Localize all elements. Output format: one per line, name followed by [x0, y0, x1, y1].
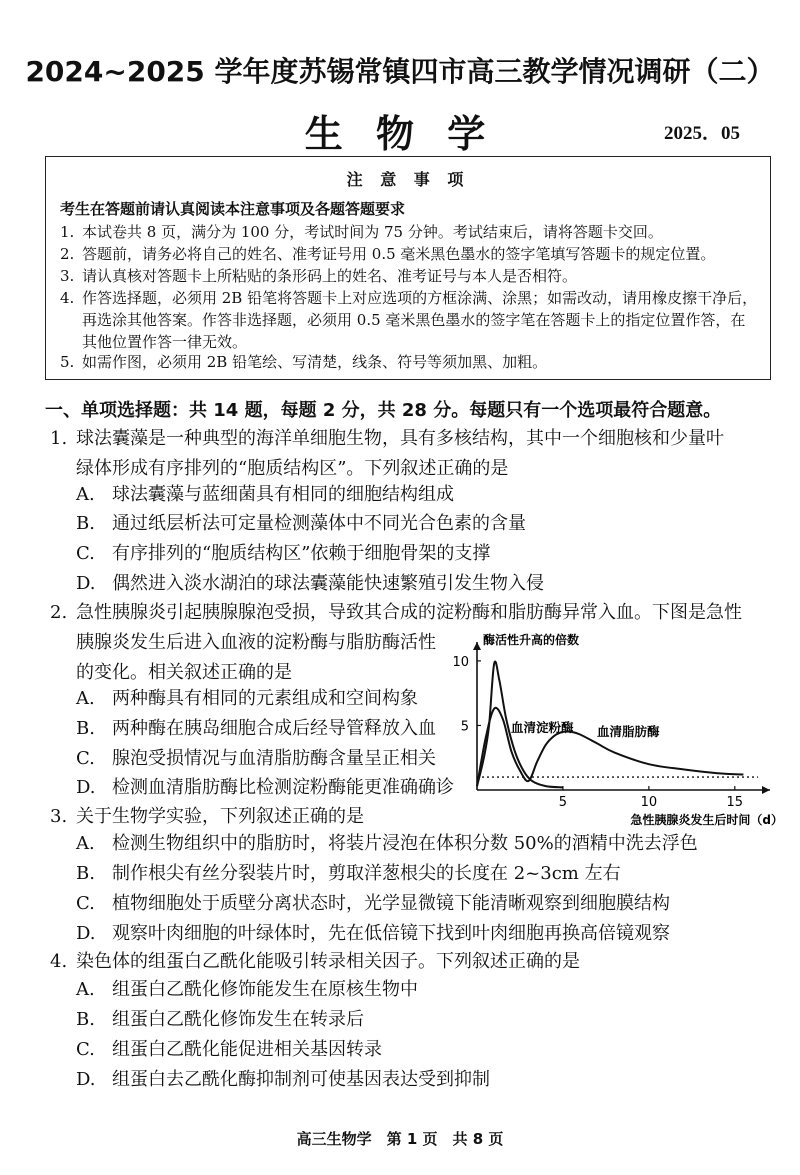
option-d: [76, 920, 670, 948]
option-label: D.: [76, 923, 96, 944]
option-label: C.: [76, 1039, 95, 1060]
notice-item-text: 作答选择题，必须用 2B 铅笔将答题卡上对应选项的方框涂满、涂黑；如需改动，请用橡皮擦干净后，再选涂其他答案。作答非选择题，必须用 0.5 毫米黑色墨水的签字笔在答题卡上的指定位置作答，在其他位置作答一律无效。: [82, 289, 758, 351]
subject-title: 生 物 学: [304, 112, 496, 156]
notice-item-number: 3.: [60, 267, 75, 285]
x-axis-label: 急性胰腺炎发生后时间（d）: [630, 813, 783, 827]
question-number: 1.: [50, 428, 68, 449]
notice-item-number: 1.: [60, 223, 75, 241]
option-text: 检测血清脂肪酶比检测淀粉酶能更准确确诊: [112, 777, 454, 798]
option-b: [76, 510, 526, 538]
notice-item-number: 2.: [60, 245, 75, 263]
option-label: B.: [76, 1009, 95, 1030]
option-label: A.: [76, 688, 95, 709]
option-label: D.: [76, 573, 96, 594]
option-d: [76, 570, 544, 598]
series-label: 血清淀粉酶: [511, 720, 574, 735]
option-b: [76, 1006, 364, 1034]
question-number: 4.: [50, 951, 68, 972]
option-c: [76, 1036, 382, 1064]
option-label: D.: [76, 777, 96, 798]
option-c: [76, 540, 490, 568]
notice-item-text: 答题前，请务必将自己的姓名、准考证号用 0.5 毫米黑色墨水的签字笔填写答题卡的规定位置。: [82, 245, 716, 263]
question-text: 的变化。相关叙述正确的是: [76, 662, 292, 683]
option-b: [76, 860, 621, 888]
option-label: C.: [76, 543, 95, 564]
notice-item-number: 5.: [60, 353, 75, 371]
notice-item-number: 4.: [60, 289, 75, 307]
option-label: B.: [76, 513, 95, 534]
question-stem: [50, 947, 780, 977]
option-label: A.: [76, 979, 95, 1000]
notice-box: [45, 156, 771, 380]
question-number: 2.: [50, 602, 68, 623]
y-tick-label: 10: [452, 654, 469, 670]
option-text: 两种酶在胰岛细胞合成后经导管释放入血: [112, 718, 436, 739]
option-text: 观察叶肉细胞的叶绿体时，先在低倍镜下找到叶肉细胞再换高倍镜观察: [112, 923, 670, 944]
option-text: 偶然进入淡水湖泊的球法囊藻能快速繁殖引发生物入侵: [112, 573, 544, 594]
question-stem: [50, 424, 780, 484]
notice-item: [60, 351, 760, 373]
question-text: 胰腺炎发生后进入血液的淀粉酶与脂肪酶活性: [76, 632, 436, 653]
x-tick-label: 15: [726, 795, 744, 810]
question-text: 球法囊藻是一种典型的海洋单细胞生物，具有多核结构，其中一个细胞核和少量叶: [76, 428, 724, 449]
y-tick-label: 5: [460, 719, 469, 735]
option-c: [76, 890, 670, 918]
notice-item: [60, 221, 760, 243]
option-a: [76, 976, 418, 1004]
option-text: 组蛋白去乙酰化酶抑制剂可使基因表达受到抑制: [112, 1069, 490, 1090]
option-a: [76, 685, 418, 713]
x-tick-label: 5: [558, 795, 568, 810]
option-d: [76, 1066, 490, 1094]
option-label: C.: [76, 748, 95, 769]
option-label: C.: [76, 893, 95, 914]
option-text: 植物细胞处于质壁分离状态时，光学显微镜下能清晰观察到细胞膜结构: [112, 893, 670, 914]
section-heading: 一、单项选择题：共 14 题，每题 2 分，共 28 分。每题只有一个选项最符合题意。: [45, 400, 722, 421]
y-axis-arrow: [473, 642, 481, 650]
option-label: A.: [76, 833, 95, 854]
page-footer: 高三生物学 第 1 页 共 8 页: [296, 1130, 504, 1148]
notice-item-text: 请认真核对答题卡上所粘贴的条形码上的姓名、准考证号与本人是否相符。: [82, 267, 578, 285]
option-b: [76, 715, 436, 743]
option-text: 组蛋白乙酰化修饰能发生在原核生物中: [112, 979, 418, 1000]
notice-title: 注 意 事 项: [346, 170, 470, 189]
question-text: 绿体形成有序排列的“胞质结构区”。下列叙述正确的是: [76, 458, 509, 479]
question-text: 关于生物学实验，下列叙述正确的是: [76, 806, 364, 827]
option-text: 组蛋白乙酰化能促进相关基因转录: [112, 1039, 382, 1060]
notice-item-text: 如需作图，必须用 2B 铅笔绘、写清楚，线条、符号等须加黑、加粗。: [82, 353, 548, 371]
notice-item: [60, 287, 760, 353]
x-axis-arrow: [762, 786, 770, 794]
notice-item: [60, 243, 760, 265]
option-label: D.: [76, 1069, 96, 1090]
option-text: 有序排列的“胞质结构区”依赖于细胞骨架的支撑: [112, 543, 491, 564]
x-tick-label: 10: [640, 795, 658, 810]
option-a: [76, 481, 454, 509]
option-text: 组蛋白乙酰化修饰发生在转录后: [112, 1009, 364, 1030]
notice-item-text: 本试卷共 8 页，满分为 100 分，考试时间为 75 分钟。考试结束后，请将答题卡交回。: [82, 223, 663, 241]
option-c: [76, 745, 436, 773]
option-d: [76, 774, 454, 802]
option-text: 腺泡受损情况与血清脂肪酶含量呈正相关: [112, 748, 436, 769]
option-label: B.: [76, 718, 95, 739]
option-text: 制作根尖有丝分裂装片时，剪取洋葱根尖的长度在 2~3cm 左右: [112, 863, 621, 884]
question-stem: [50, 802, 780, 832]
question-text: 急性胰腺炎引起胰腺腺泡受损，导致其合成的淀粉酶和脂肪酶异常入血。下图是急性: [76, 602, 742, 623]
option-text: 球法囊藻与蓝细菌具有相同的细胞结构组成: [112, 484, 454, 505]
option-label: A.: [76, 484, 95, 505]
question-text: 染色体的组蛋白乙酰化能吸引转录相关因子。下列叙述正确的是: [76, 951, 580, 972]
exam-date: 2025．05: [663, 123, 740, 144]
option-text: 两种酶具有相同的元素组成和空间构象: [112, 688, 418, 709]
option-text: 通过纸层析法可定量检测藻体中不同光合色素的含量: [112, 513, 526, 534]
notice-item: [60, 265, 760, 287]
option-a: [76, 830, 698, 858]
series-label: 血清脂肪酶: [597, 724, 660, 739]
question-number: 3.: [50, 806, 68, 827]
exam-title: 2024~2025 学年度苏锡常镇四市高三教学情况调研（二）: [25, 55, 775, 88]
notice-intro: 考生在答题前请认真阅读本注意事项及各题答题要求: [60, 200, 406, 218]
option-text: 检测生物组织中的脂肪时，将装片浸泡在体积分数 50%的酒精中洗去浮色: [112, 833, 698, 854]
y-axis-label: 酶活性升高的倍数: [483, 633, 580, 647]
option-label: B.: [76, 863, 95, 884]
